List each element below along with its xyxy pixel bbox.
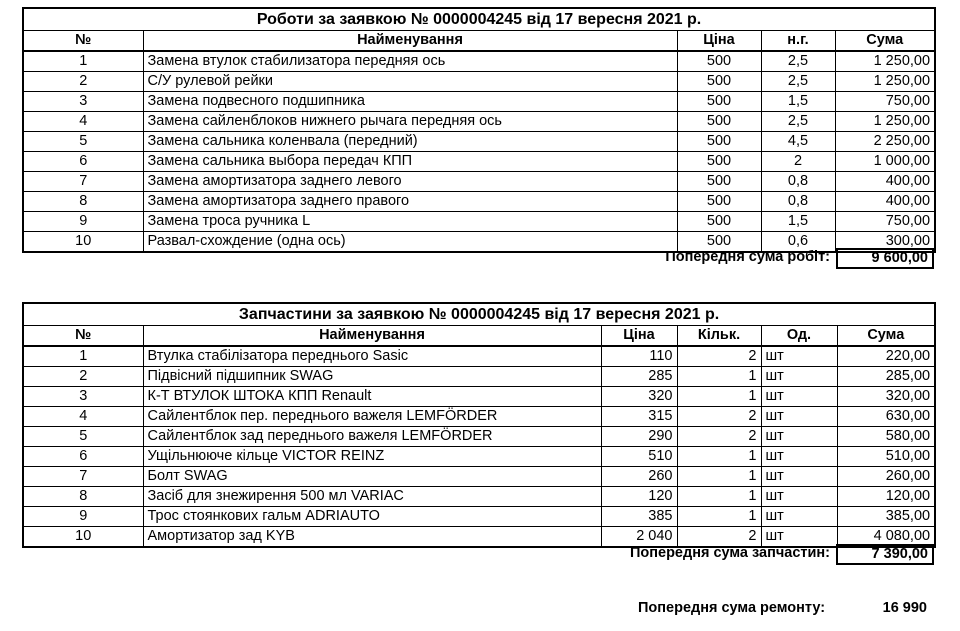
parts-cell-price: 260 (601, 467, 677, 487)
parts-cell-unit: шт (761, 427, 837, 447)
works-cell-price: 500 (677, 172, 761, 192)
works-header-sum: Сума (835, 31, 935, 52)
parts-cell-name: Трос стоянкових гальм ADRIAUTO (143, 507, 601, 527)
works-cell-name: С/У рулевой рейки (143, 72, 677, 92)
parts-title: Запчастини за заявкою № 0000004245 від 17 вересня 2021 р. (23, 303, 935, 326)
parts-cell-num: 4 (23, 407, 143, 427)
works-cell-name: Развал-схождение (одна ось) (143, 232, 677, 253)
works-header-hours: н.г. (761, 31, 835, 52)
parts-cell-price: 320 (601, 387, 677, 407)
parts-cell-unit: шт (761, 527, 837, 548)
works-cell-price: 500 (677, 72, 761, 92)
parts-cell-price: 2 040 (601, 527, 677, 548)
table-row (23, 192, 935, 212)
works-total-value: 9 600,00 (836, 248, 934, 269)
parts-cell-sum: 120,00 (837, 487, 935, 507)
grand-total-value: 16 990 (882, 600, 927, 616)
parts-total (629, 544, 934, 563)
table-row (23, 92, 935, 112)
parts-cell-num: 6 (23, 447, 143, 467)
works-cell-sum: 750,00 (835, 92, 935, 112)
works-cell-sum: 1 250,00 (835, 72, 935, 92)
works-cell-num: 2 (23, 72, 143, 92)
grand-total-label: Попередня сума ремонту: (638, 600, 826, 616)
works-cell-sum: 1 000,00 (835, 152, 935, 172)
parts-cell-name: Підвісний підшипник SWAG (143, 367, 601, 387)
works-cell-hours: 2,5 (761, 112, 835, 132)
table-row (23, 407, 935, 427)
works-cell-hours: 1,5 (761, 92, 835, 112)
works-cell-price: 500 (677, 212, 761, 232)
parts-cell-sum: 580,00 (837, 427, 935, 447)
parts-cell-qty: 1 (677, 387, 761, 407)
parts-cell-sum: 510,00 (837, 447, 935, 467)
parts-cell-name: Втулка стабілізатора переднього Sasic (143, 346, 601, 367)
works-cell-price: 500 (677, 192, 761, 212)
parts-cell-qty: 1 (677, 367, 761, 387)
works-cell-sum: 400,00 (835, 192, 935, 212)
parts-cell-price: 315 (601, 407, 677, 427)
works-cell-hours: 0,6 (761, 232, 835, 253)
works-total (665, 248, 934, 267)
parts-cell-num: 2 (23, 367, 143, 387)
parts-cell-price: 385 (601, 507, 677, 527)
parts-cell-price: 110 (601, 346, 677, 367)
parts-header-price: Ціна (601, 326, 677, 347)
parts-cell-qty: 1 (677, 507, 761, 527)
works-cell-num: 8 (23, 192, 143, 212)
parts-cell-unit: шт (761, 407, 837, 427)
works-cell-name: Замена сайленблоков нижнего рычага передняя ось (143, 112, 677, 132)
works-cell-name: Замена амортизатора заднего правого (143, 192, 677, 212)
works-cell-price: 500 (677, 92, 761, 112)
works-cell-sum: 300,00 (835, 232, 935, 253)
parts-cell-num: 1 (23, 346, 143, 367)
works-cell-name: Замена сальника коленвала (передний) (143, 132, 677, 152)
works-cell-price: 500 (677, 152, 761, 172)
works-cell-num: 6 (23, 152, 143, 172)
parts-cell-unit: шт (761, 367, 837, 387)
table-row (23, 172, 935, 192)
parts-cell-price: 285 (601, 367, 677, 387)
parts-cell-unit: шт (761, 387, 837, 407)
parts-header-unit: Од. (761, 326, 837, 347)
works-cell-num: 7 (23, 172, 143, 192)
parts-cell-num: 8 (23, 487, 143, 507)
parts-cell-qty: 2 (677, 346, 761, 367)
parts-header-num: № (23, 326, 143, 347)
table-row (23, 346, 935, 367)
works-cell-name: Замена сальника выбора передач КПП (143, 152, 677, 172)
table-row (23, 51, 935, 72)
parts-cell-name: Сайлентблок зад переднього важеля LEMFÖRDER (143, 427, 601, 447)
parts-cell-name: Сайлентблок пер. переднього важеля LEMFÖRDER (143, 407, 601, 427)
table-row (23, 367, 935, 387)
parts-cell-unit: шт (761, 346, 837, 367)
table-row (23, 507, 935, 527)
parts-cell-qty: 2 (677, 407, 761, 427)
works-cell-hours: 2 (761, 152, 835, 172)
parts-cell-unit: шт (761, 447, 837, 467)
parts-cell-price: 290 (601, 427, 677, 447)
works-cell-name: Замена подвесного подшипника (143, 92, 677, 112)
parts-cell-qty: 1 (677, 487, 761, 507)
works-cell-sum: 400,00 (835, 172, 935, 192)
works-cell-num: 4 (23, 112, 143, 132)
parts-cell-price: 510 (601, 447, 677, 467)
parts-cell-num: 9 (23, 507, 143, 527)
table-row (23, 112, 935, 132)
parts-header-sum: Сума (837, 326, 935, 347)
works-cell-num: 3 (23, 92, 143, 112)
works-cell-sum: 1 250,00 (835, 51, 935, 72)
parts-cell-unit: шт (761, 487, 837, 507)
works-title: Роботи за заявкою № 0000004245 від 17 вересня 2021 р. (23, 8, 935, 31)
parts-cell-num: 3 (23, 387, 143, 407)
parts-cell-num: 10 (23, 527, 143, 548)
works-cell-num: 1 (23, 51, 143, 72)
parts-cell-num: 7 (23, 467, 143, 487)
parts-cell-num: 5 (23, 427, 143, 447)
table-row (23, 427, 935, 447)
parts-cell-sum: 285,00 (837, 367, 935, 387)
works-cell-num: 9 (23, 212, 143, 232)
works-cell-sum: 2 250,00 (835, 132, 935, 152)
works-table (22, 7, 936, 253)
parts-cell-qty: 2 (677, 527, 761, 548)
table-row (23, 212, 935, 232)
parts-cell-sum: 220,00 (837, 346, 935, 367)
table-row (23, 72, 935, 92)
parts-cell-price: 120 (601, 487, 677, 507)
parts-cell-name: Ущільнююче кільце VICTOR REINZ (143, 447, 601, 467)
works-cell-hours: 1,5 (761, 212, 835, 232)
parts-cell-sum: 385,00 (837, 507, 935, 527)
works-cell-hours: 4,5 (761, 132, 835, 152)
table-row (23, 467, 935, 487)
parts-cell-qty: 1 (677, 467, 761, 487)
parts-header-name: Найменування (143, 326, 601, 347)
table-row (23, 487, 935, 507)
parts-cell-name: Засіб для знежирення 500 мл VARIAC (143, 487, 601, 507)
works-cell-hours: 0,8 (761, 172, 835, 192)
works-header-num: № (23, 31, 143, 52)
parts-cell-sum: 630,00 (837, 407, 935, 427)
parts-cell-name: К-Т ВТУЛОК ШТОКА КПП Renault (143, 387, 601, 407)
works-cell-hours: 2,5 (761, 72, 835, 92)
works-cell-num: 10 (23, 232, 143, 253)
parts-table (22, 302, 936, 548)
parts-header-qty: Кільк. (677, 326, 761, 347)
parts-cell-qty: 2 (677, 427, 761, 447)
parts-cell-sum: 260,00 (837, 467, 935, 487)
works-cell-price: 500 (677, 132, 761, 152)
table-row (23, 132, 935, 152)
works-header-name: Найменування (143, 31, 677, 52)
works-cell-num: 5 (23, 132, 143, 152)
works-total-label: Попередня сума робіт: (665, 249, 830, 265)
works-cell-hours: 0,8 (761, 192, 835, 212)
works-cell-sum: 750,00 (835, 212, 935, 232)
parts-cell-sum: 320,00 (837, 387, 935, 407)
parts-total-label: Попередня сума запчастин: (629, 545, 830, 561)
works-cell-price: 500 (677, 112, 761, 132)
works-header-price: Ціна (677, 31, 761, 52)
works-cell-name: Замена втулок стабилизатора передняя ось (143, 51, 677, 72)
parts-cell-qty: 1 (677, 447, 761, 467)
parts-cell-unit: шт (761, 467, 837, 487)
works-cell-sum: 1 250,00 (835, 112, 935, 132)
parts-total-value: 7 390,00 (836, 544, 934, 565)
table-row (23, 447, 935, 467)
works-cell-hours: 2,5 (761, 51, 835, 72)
table-row (23, 387, 935, 407)
parts-cell-unit: шт (761, 507, 837, 527)
parts-cell-name: Болт SWAG (143, 467, 601, 487)
parts-cell-name: Амортизатор зад KYB (143, 527, 601, 548)
parts-cell-sum: 4 080,00 (837, 527, 935, 548)
works-cell-name: Замена троса ручника L (143, 212, 677, 232)
works-cell-price: 500 (677, 232, 761, 253)
works-cell-name: Замена амортизатора заднего левого (143, 172, 677, 192)
table-row (23, 152, 935, 172)
works-cell-price: 500 (677, 51, 761, 72)
